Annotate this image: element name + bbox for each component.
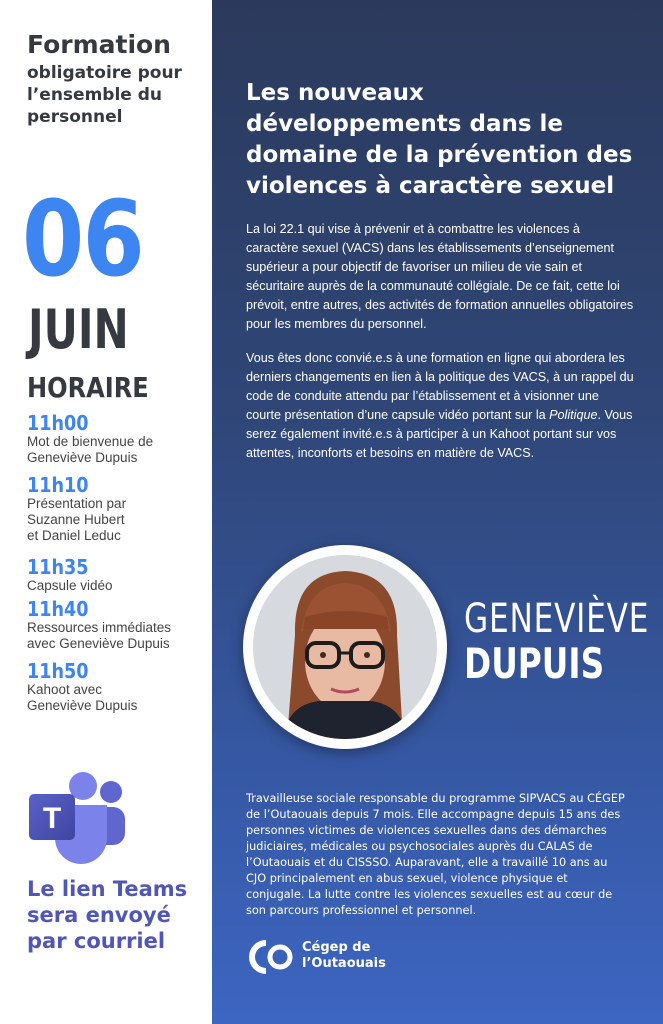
- schedule-item: [27, 556, 207, 594]
- intro-paragraph-text: Vous êtes donc convié.e.s à une formation en ligne qui abordera les derniers changements en lien à la politique des VACS, à un rappel du code de conduite attendu par l’établissement et à visionner une courte présentation d’une capsule vidéo portant sur la: [246, 351, 634, 422]
- page-title: Les nouveaux développements dans le domaine de la prévention des violences à caractère sexuel: [246, 80, 633, 199]
- speaker-bio: Travailleuse sociale responsable du programme SIPVACS au CÉGEP de l’Outaouais depuis 7 mois. Elle accompagne depuis 15 ans des personnes victimes de violences sexuelles dans des démarches judiciaires, médicales ou psychosociales auprès du CALAS de l’Outaouais et du CISSSO. Auparavant, elle a travaillé 10 ans au CJO principalement en abus sexuel, violence physique et conjugale. La lutte contre les violences sexuelles est au cœur de son parcours professionnel et personnel.: [246, 792, 625, 917]
- date-month: JUIN: [28, 298, 129, 361]
- policy-emphasis: Politique: [549, 408, 598, 422]
- cegep-logo-icon: [246, 937, 296, 977]
- schedule-time: 11h00: [27, 411, 89, 435]
- teams-letter: T: [42, 802, 62, 835]
- schedule-description: Mot de bienvenue de Geneviève Dupuis: [27, 434, 154, 465]
- intro-paragraph-text: . Vous serez également invité.e.s à participer à un Kahoot portant sur vos attentes, inconforts et besoins en matière de VACS.: [246, 408, 633, 460]
- schedule-description: Kahoot avec Geneviève Dupuis: [27, 682, 138, 713]
- teams-link-notice: Le lien Teams sera envoyé par courriel: [27, 877, 188, 953]
- schedule-description: Capsule vidéo: [27, 578, 113, 593]
- speaker-first-name: GENEVIÈVE: [464, 596, 650, 642]
- microsoft-teams-icon: [27, 770, 127, 864]
- speaker-photo: [243, 545, 447, 749]
- schedule-time: 11h10: [27, 473, 89, 497]
- intro-paragraph: [246, 349, 634, 463]
- speaker-last-name: DUPUIS: [464, 639, 605, 688]
- cegep-logo-text: [302, 940, 386, 972]
- schedule-time: 11h35: [27, 555, 89, 579]
- schedule-description: Présentation par Suzanne Hubert et Daniel Leduc: [27, 496, 127, 543]
- logo-line: l’Outaouais: [302, 956, 386, 971]
- logo-line: Cégep de: [302, 940, 371, 955]
- formation-title: Formation: [27, 30, 171, 59]
- intro-paragraph: La loi 22.1 qui vise à prévenir et à combattre les violences à caractère sexuel (VACS) dans les établissements d’enseignement supérieur a pour objectif de favoriser un milieu de vie sain et sécuritaire auprès de la communauté collégiale. De ce fait, cette loi prévoit, entre autres, des activités de formation annuelles obligatoires pour les membres du personnel.: [246, 222, 634, 331]
- main-panel: [212, 0, 663, 1024]
- formation-subtitle: obligatoire pour l’ensemble du personnel: [27, 63, 182, 127]
- portrait-illustration: [253, 555, 437, 739]
- schedule-time: 11h40: [27, 597, 89, 621]
- schedule-time: 11h50: [27, 659, 89, 683]
- schedule-item: [27, 660, 207, 714]
- left-sidebar: [0, 0, 212, 1024]
- date-day: 06: [22, 178, 144, 300]
- schedule-item: [27, 412, 207, 466]
- schedule-description: Ressources immédiates avec Geneviève Dupuis: [27, 620, 172, 651]
- schedule-heading: HORAIRE: [27, 371, 149, 404]
- speaker-portrait: [253, 555, 437, 739]
- schedule-item: [27, 598, 207, 652]
- schedule-item: [27, 474, 207, 544]
